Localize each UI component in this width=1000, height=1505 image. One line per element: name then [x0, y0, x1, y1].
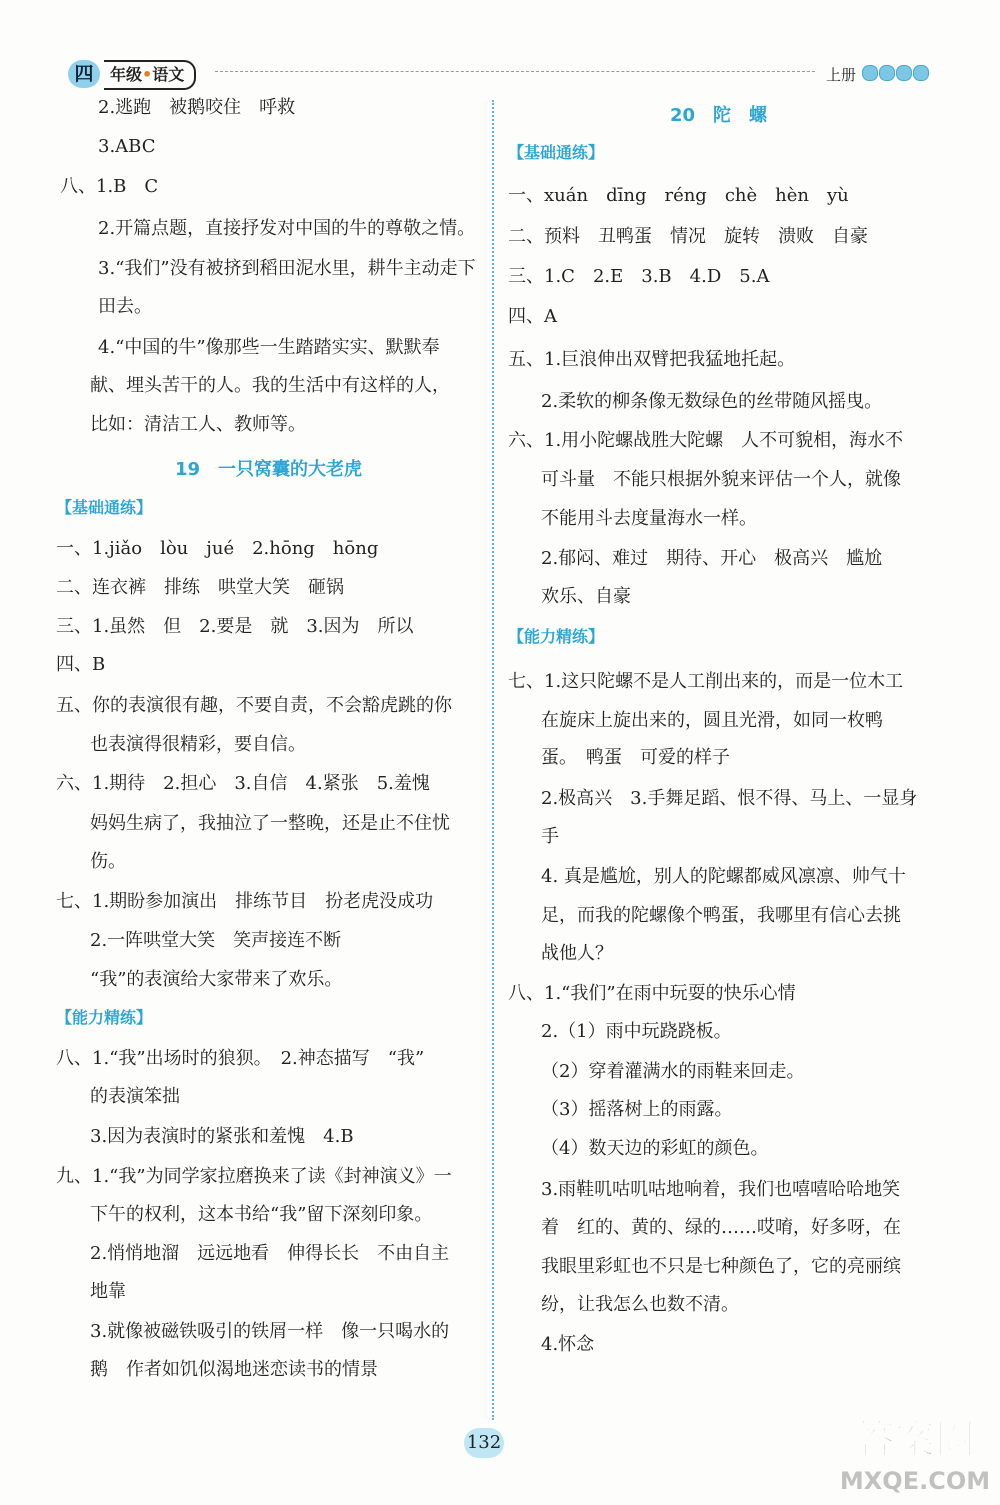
text-line: 六、1.用小陀螺战胜大陀螺 人不可貌相，海水不	[508, 430, 904, 451]
page-header	[0, 0, 1000, 95]
text-line: 四、B	[56, 654, 106, 675]
circle-icon	[896, 65, 912, 81]
text-line: 妈妈生病了，我抽泣了一整晚，还是止不住忧	[90, 813, 450, 834]
section-heading: 【基础通练】	[56, 498, 153, 517]
text-line: 献、埋头苦干的人。我的生活中有这样的人，	[90, 375, 450, 396]
text-line: 3.雨鞋叽咕叽咕地响着，我们也嘻嘻哈哈地笑	[541, 1179, 901, 1200]
text-line: 我眼里彩虹也不只是七种颜色了，它的亮丽缤	[541, 1256, 901, 1277]
text-line: 蛋。 鸭蛋 可爱的样子	[541, 747, 730, 768]
text-line: 地靠	[90, 1281, 126, 1302]
text-line: 2.开篇点题，直接抒发对中国的牛的尊敬之情。	[98, 218, 476, 239]
text-line: “我”的表演给大家带来了欢乐。	[90, 969, 343, 990]
text-line: 二、连衣裤 排练 哄堂大笑 砸锅	[56, 577, 344, 598]
star-rating	[862, 65, 929, 81]
circle-icon	[879, 65, 895, 81]
header-rule	[215, 71, 815, 72]
text-line: 八、1.“我”出场时的狼狈。 2.神态描写 “我”	[56, 1048, 425, 1069]
text-line: 五、你的表演很有趣，不要自责，不会豁虎跳的你	[56, 695, 452, 716]
volume-label: 上册	[826, 66, 857, 84]
text-line: 战他人？	[541, 943, 613, 964]
section-heading: 【能力精练】	[56, 1008, 153, 1027]
text-line: 不能用斗去度量海水一样。	[541, 508, 757, 529]
text-line: 四、A	[508, 306, 557, 327]
watermark-url: MXQE.COM	[840, 1467, 990, 1495]
text-line: 七、1.期盼参加演出 排练节目 扮老虎没成功	[56, 891, 434, 912]
text-line: 3.因为表演时的紧张和羞愧 4.B	[90, 1126, 354, 1147]
text-line: 七、1.这只陀螺不是人工削出来的，而是一位木工	[508, 671, 904, 692]
text-line: 一、1.jiǎo lòu jué 2.hōng hōng	[56, 538, 379, 559]
text-line: 3.就像被磁铁吸引的铁屑一样 像一只喝水的	[90, 1321, 450, 1342]
text-line: 2.悄悄地溜 远远地看 伸得长长 不由自主	[90, 1243, 450, 1264]
text-line: 下午的权利，这本书给“我”留下深刻印象。	[90, 1204, 433, 1225]
page-number: 132	[464, 1428, 504, 1458]
text-line: 也表演得很精彩，要自信。	[90, 734, 306, 755]
text-line: 田去。	[98, 296, 152, 317]
lesson-title-20: 20 陀 螺	[670, 105, 768, 126]
circle-icon	[913, 65, 929, 81]
text-line: 4.怀念	[541, 1334, 595, 1355]
column-divider	[492, 100, 494, 1420]
text-line: （2）穿着灌满水的雨鞋来回走。	[541, 1061, 805, 1082]
text-line: 鹅 作者如饥似渴地迷恋读书的情景	[90, 1359, 378, 1380]
text-line: 2.（1）雨中玩跷跷板。	[541, 1021, 732, 1042]
text-line: 3.“我们”没有被挤到稻田泥水里，耕牛主动走下	[98, 258, 476, 279]
text-line: 4. 真是尴尬，别人的陀螺都威风凛凛、帅气十	[541, 866, 906, 887]
grade-subject-label	[104, 60, 196, 90]
grade-label: 年级	[110, 65, 143, 84]
text-line: 2.极高兴 3.手舞足蹈、恨不得、马上、一显身	[541, 788, 918, 809]
text-line: 3.ABC	[98, 136, 156, 157]
circle-icon	[862, 65, 878, 81]
text-line: 比如：清洁工人、教师等。	[90, 414, 306, 435]
subject-label: 语文	[152, 65, 185, 84]
text-line: 2.郁闷、难过 期待、开心 极高兴 尴尬	[541, 548, 883, 569]
text-line: （4）数天边的彩虹的颜色。	[541, 1138, 769, 1159]
lesson-title-19: 19 一只窝囊的大老虎	[175, 459, 363, 480]
text-line: 五、1.巨浪伸出双臂把我猛地托起。	[508, 349, 796, 370]
text-line: 2.柔软的柳条像无数绿色的丝带随风摇曳。	[541, 391, 883, 412]
watermark-text: 答案圈	[855, 1417, 975, 1463]
text-line: 2.逃跑 被鹅咬住 呼救	[98, 97, 296, 118]
text-line: 八、1.“我们”在雨中玩耍的快乐心情	[508, 983, 796, 1004]
watermark-logo	[840, 1395, 990, 1500]
text-line: 欢乐、自豪	[541, 586, 631, 607]
text-line: 伤。	[90, 851, 126, 872]
text-line: 可斗量 不能只根据外貌来评估一个人，就像	[541, 469, 901, 490]
text-line: 一、xuán dīng réng chè hèn yù	[508, 185, 849, 206]
text-line: 三、1.C 2.E 3.B 4.D 5.A	[508, 266, 770, 287]
section-heading: 【基础通练】	[508, 143, 605, 162]
text-line: 八、1.B C	[60, 176, 159, 197]
text-line: 六、1.期待 2.担心 3.自信 4.紧张 5.羞愧	[56, 773, 430, 794]
section-heading: 【能力精练】	[508, 627, 605, 646]
text-line: 足，而我的陀螺像个鸭蛋，我哪里有信心去挑	[541, 905, 901, 926]
text-line: （3）摇落树上的雨露。	[541, 1099, 733, 1120]
text-line: 纷，让我怎么也数不清。	[541, 1294, 739, 1315]
text-line: 手	[541, 826, 559, 847]
separator-dot: •	[142, 65, 153, 84]
text-line: 在旋床上旋出来的，圆且光滑，如同一枚鸭	[541, 710, 883, 731]
text-line: 三、1.虽然 但 2.要是 就 3.因为 所以	[56, 616, 414, 637]
grade-badge: 四	[68, 60, 100, 88]
text-line: 二、预料 丑鸭蛋 情况 旋转 溃败 自豪	[508, 226, 868, 247]
text-line: 2.一阵哄堂大笑 笑声接连不断	[90, 930, 342, 951]
text-line: 4.“中国的牛”像那些一生踏踏实实、默默奉	[98, 337, 440, 358]
text-line: 九、1.“我”为同学家拉磨换来了读《封神演义》一	[56, 1166, 452, 1187]
text-line: 着 红的、黄的、绿的……哎唷，好多呀，在	[541, 1217, 901, 1238]
text-line: 的表演笨拙	[90, 1086, 180, 1107]
